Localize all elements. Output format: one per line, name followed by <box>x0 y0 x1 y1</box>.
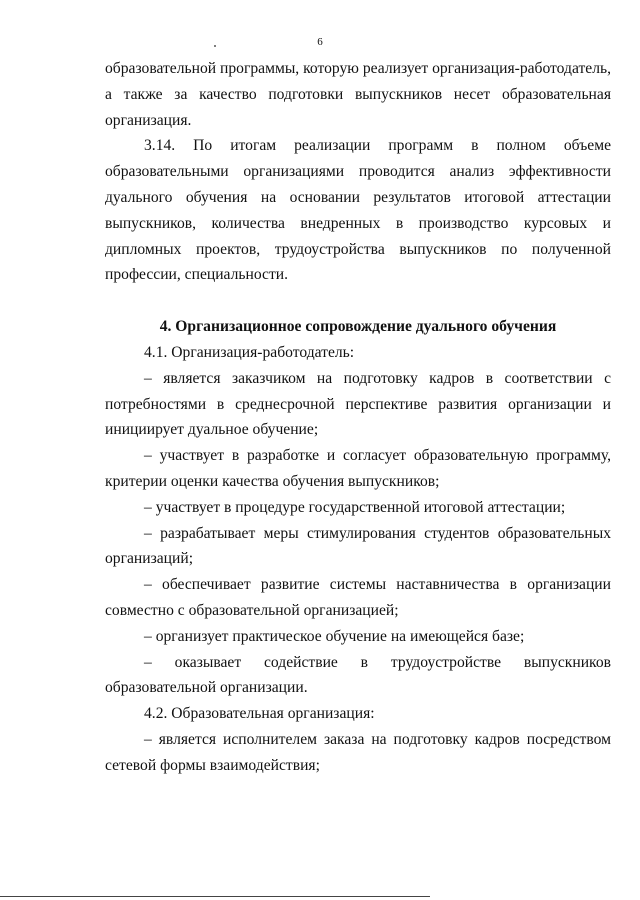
list-item-4-1-7: – оказывает содействие в трудоустройстве выпускников образовательной организации. <box>105 653 611 697</box>
section-4-heading: 4. Организационное сопровождение дуального обучения <box>159 318 557 336</box>
list-item-4-1-1: – является заказчиком на подготовку кадров в соответствии с потребностями в среднесрочной перспективе развития организации и инициирует дуальное обучение; <box>105 369 611 439</box>
document-body <box>105 56 611 779</box>
list-item-4-1-2: – участвует в разработке и согласует образовательную программу, критерии оценки качества обучения выпускников; <box>105 447 611 490</box>
subsection-4-1-title: 4.1. Организация-работодатель: <box>144 343 355 361</box>
page-number: 6 <box>317 36 323 48</box>
subsection-4-2-title: 4.2. Образовательная организация: <box>144 705 375 723</box>
scan-speck <box>214 45 216 47</box>
paragraph-continuation: образовательной программы, которую реализует организация-работодатель, а также за качество подготовки выпускников несет образовательная организация. <box>105 60 611 129</box>
list-item-4-1-3: – участвует в процедуре государственной итоговой аттестации; <box>144 498 566 516</box>
paragraph-3-14: 3.14. По итогам реализации программ в полном объеме образовательными организациями проводится анализ эффективности дуального обучения на основании результатов итоговой аттестации выпускников, количества внедренных в производство курсовых и дипломных проектов, трудоустройства выпускников по полученной профессии, специальности. <box>105 137 611 284</box>
list-item-4-1-5: – обеспечивает развитие системы наставничества в организации совместно с образовательной организацией; <box>105 576 611 619</box>
bottom-divider <box>0 896 430 897</box>
list-item-4-2-1: – является исполнителем заказа на подготовку кадров посредством сетевой формы взаимодействия; <box>105 730 611 774</box>
list-item-4-1-6: – организует практическое обучение на имеющейся базе; <box>144 627 525 645</box>
list-item-4-1-4: – разрабатывает меры стимулирования студентов образовательных организаций; <box>105 524 611 568</box>
